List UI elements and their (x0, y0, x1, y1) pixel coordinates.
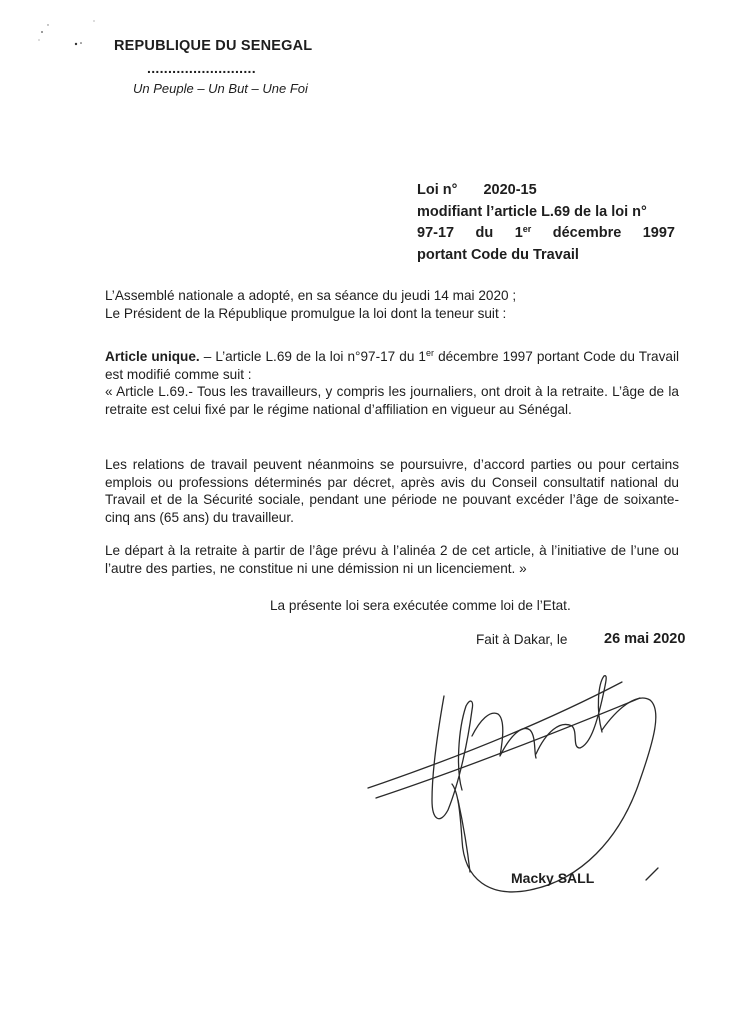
article-intro-text: – L’article L.69 de la loi n°97-17 du 1 (199, 349, 426, 364)
law-label: Loi n° (417, 182, 458, 198)
title-line-3 (417, 223, 675, 245)
signing-date: 26 mai 2020 (604, 631, 686, 647)
execution-clause: La présente loi sera exécutée comme loi de l’Etat. (270, 598, 571, 613)
paragraph-2: Les relations de travail peuvent néanmoins se poursuivre, d’accord parties ou pour certains emplois ou professions déterminés par décret, après avis du Conseil consultatif national du Travail et de la Sécurité sociale, pendant une période ne pouvant excéder l’âge de soixante-cinq ans (65 ans) du travailleur. (105, 457, 679, 525)
header-separator: .......................... (147, 60, 256, 76)
scan-specks (30, 10, 100, 50)
article-quote: « Article L.69.- Tous les travailleurs, y compris les journaliers, ont droit à la retraite. L’âge de la retraite est celui fixé par le régime national d’affiliation en vigueur au Sénégal. (105, 384, 679, 417)
title-line-3-part: 1997 (642, 225, 675, 241)
title-line-3-part (515, 223, 532, 245)
title-line-3-part: 97-17 (417, 225, 455, 241)
ordinal-suffix: er (522, 224, 532, 234)
national-motto: Un Peuple – Un But – Une Foi (133, 81, 308, 96)
preamble (105, 287, 679, 322)
article-heading: Article unique. (105, 349, 200, 364)
law-number: 2020-15 (483, 182, 537, 198)
signature-icon (340, 640, 720, 960)
ordinal-suffix: er (426, 348, 435, 358)
place-line: Fait à Dakar, le (476, 632, 568, 647)
preamble-line-2: Le Président de la République promulgue la loi dont la teneur suit : (105, 305, 507, 321)
preamble-line-1: L’Assemblé nationale a adopté, en sa séance du jeudi 14 mai 2020 ; (105, 288, 517, 303)
law-title (417, 180, 675, 266)
article-unique (105, 348, 679, 418)
ordinal-number: 1 (514, 225, 523, 241)
country-name: REPUBLIQUE DU SENEGAL (114, 38, 313, 54)
title-line-2: modifiant l’article L.69 de la loi n° (417, 203, 647, 220)
paragraph-3: Le départ à la retraite à partir de l’âge prévu à l’alinéa 2 de cet article, à l’initiative de l’une ou l’autre des parties, ne constitue ni une démission ni un licenciement. » (105, 543, 679, 576)
signatory-name: Macky SALL (511, 870, 595, 886)
article-intro-text: décembre 1997 portant Code du Travail est modifié comme suit : (105, 349, 679, 382)
title-line-3-part: du (475, 225, 494, 241)
title-line-3-part: décembre (552, 225, 622, 241)
title-line-4: portant Code du Travail (417, 246, 579, 263)
law-number-row (417, 180, 675, 202)
article-intro (105, 348, 679, 383)
